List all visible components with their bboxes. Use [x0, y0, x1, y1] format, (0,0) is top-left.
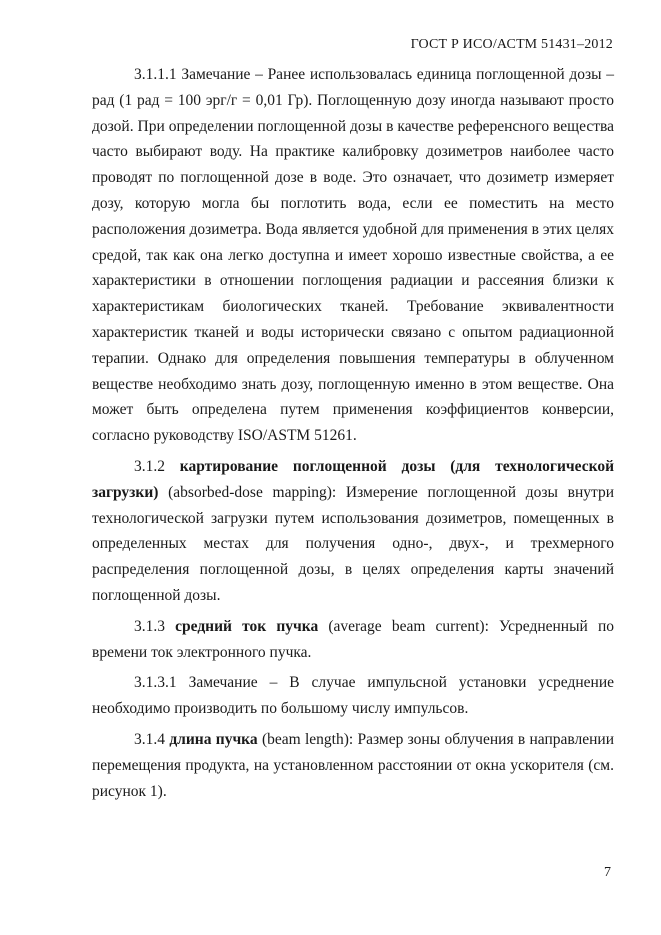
clause-number: 3.1.2 [134, 457, 165, 475]
clause-text: (absorbed-dose mapping): Измерение поглощенной дозы внутри технологической загрузки путем использования дозиметров, помещенных в определенных местах для получения одно-, двух-, и трехмерного распределения поглощенной дозы, в целях определения карты значений поглощенной дозы. [92, 483, 614, 604]
page-number: 7 [604, 865, 611, 880]
paragraph-3-1-3-1 [92, 670, 614, 722]
clause-text: (beam length): Размер зоны облучения в направлении перемещения продукта, на установленном расстоянии от окна ускорителя (см. рисунок 1). [92, 730, 615, 800]
paragraph-3-1-1-1 [92, 62, 614, 449]
paragraph-3-1-3 [92, 614, 614, 666]
clause-number: 3.1.3.1 [134, 674, 177, 692]
clause-number: 3.1.3 [134, 617, 165, 635]
clause-text: Замечание – Ранее использовалась единица поглощенной дозы – рад (1 рад = 100 эрг/г = 0,01 Гр). Поглощенную дозу иногда называют просто дозой. При определении поглощенной дозы в качестве референсного вещества часто выбирают воду. На практике калибровку дозиметров наиболее часто проводят по поглощенной дозе в воде. Это означает, что дозиметр измеряет дозу, которую могла бы поглотить вода, если ее поместить на место расположения дозиметра. Вода является удобной для применения в этих целях средой, так как она легко доступна и имеет хорошо известные свойства, а ее характеристики в отношении поглощения радиации и рассеяния близки к характеристикам биологических тканей. Требование эквивалентности характеристик тканей и воды исторически связано с опытом радиационной терапии. Однако для определения повышения температуры в облученном веществе необходимо знать дозу, поглощенную именно в этом веществе. Она может быть определена путем применения коэффициентов конверсии, согласно руководству ISO/ASTM 51261. [92, 66, 614, 445]
clause-term: картирование поглощенной дозы (для технологической загрузки) [92, 457, 614, 501]
paragraph-3-1-4 [92, 727, 614, 804]
clause-term: длина пучка [169, 730, 258, 748]
clause-number: 3.1.1.1 [134, 66, 177, 83]
clause-text: (average beam current): Усредненный по времени ток электронного пучка. [92, 617, 614, 661]
document-header: ГОСТ Р ИСО/АСТМ 51431–2012 [410, 37, 613, 52]
clause-term: средний ток пучка [175, 617, 319, 635]
clause-text: Замечание – В случае импульсной установки усреднение необходимо производить по большому числу импульсов. [92, 674, 614, 718]
document-body [92, 62, 614, 804]
clause-number: 3.1.4 [134, 730, 165, 748]
paragraph-3-1-2 [92, 454, 614, 609]
